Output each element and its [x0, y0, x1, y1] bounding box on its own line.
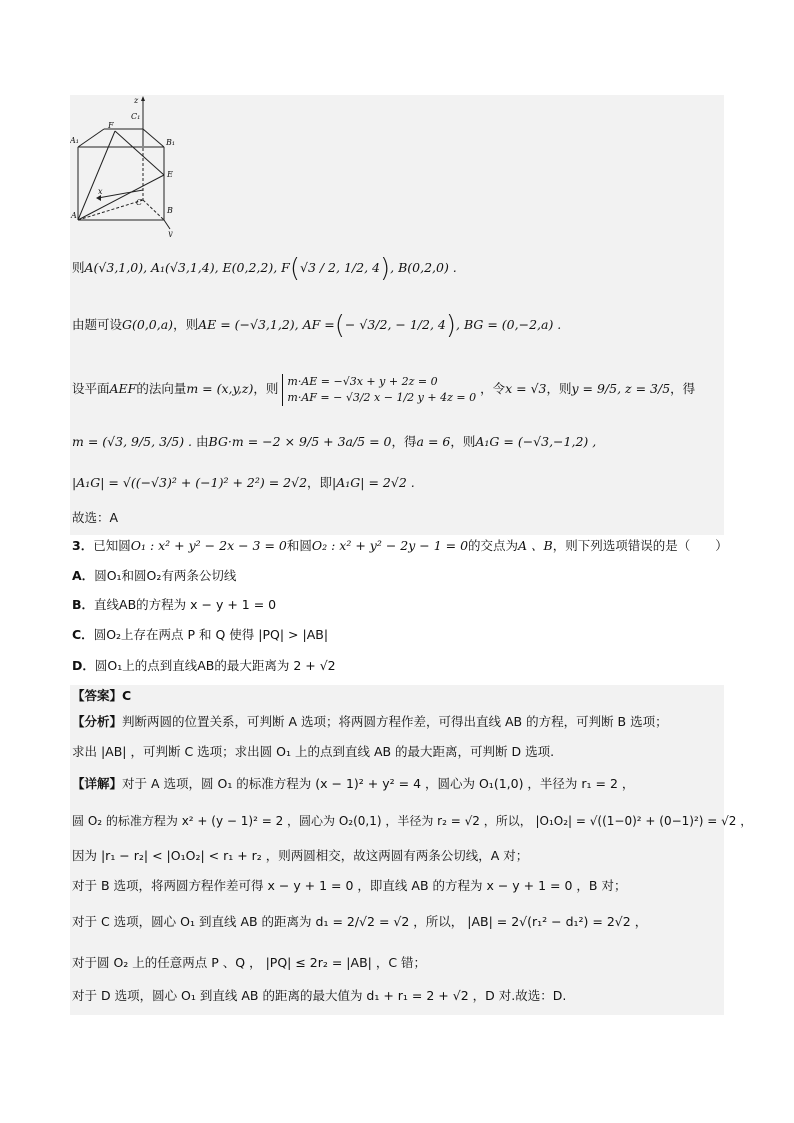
- normal-line: [72, 372, 695, 406]
- detail-line-7: 对于 D 选项，圆心 O₁ 到直线 AB 的距离的最大值为 d₁ + r₁ = 2 + √2 ，D 对.故选：D.: [72, 988, 567, 1003]
- points-ab: A 、B: [518, 538, 553, 553]
- m-result-line: [72, 432, 596, 452]
- circle-o1-eq: O₁ : x² + y² − 2x − 3 = 0: [130, 538, 287, 553]
- detail-tag: 【详解】: [72, 776, 123, 791]
- detail-line-1: 【详解】对于 A 选项，圆 O₁ 的标准方程为 (x − 1)² + y² = 4 ，圆心为 O₁(1,0) ，半径为 r₁ = 2 ，: [72, 776, 635, 791]
- prism-figure: [70, 95, 180, 237]
- coords-a: A(√3,1,0), A₁(√3,1,4), E(0,2,2), F: [84, 260, 290, 275]
- analysis-line-1: 【分析】判断两圆的位置关系，可判断 A 选项；将两圆方程作差，可得出直线 AB 的方程，可判断 B 选项；: [72, 714, 668, 729]
- length-line: [72, 473, 415, 493]
- vector-af-inner: − √3/2, − 1/2, 4: [344, 317, 446, 332]
- vector-ae: AE = (−√3,1,2),: [198, 317, 299, 332]
- length-result: |A₁G| = 2√2 .: [332, 475, 415, 490]
- normal-vec: m = (x,y,z): [186, 381, 254, 396]
- let-pre: ，令: [480, 381, 506, 396]
- detail-line-6: 对于圆 O₂ 上的任意两点 P 、Q ， |PQ| ≤ 2r₂ = |AB| ，C 错；: [72, 955, 427, 970]
- equation-system: [282, 374, 476, 406]
- fig-label-x: x: [98, 187, 103, 196]
- bg-dot: BG·m = −2 × 9/5 + 3a/5 = 0: [208, 434, 392, 449]
- vector-af-pre: AF =: [302, 317, 335, 332]
- equation-2: m·AF = − √3/2 x − 1/2 y + 4z = 0: [287, 390, 477, 404]
- option-d: D．圆O₁上的点到直线AB的最大距离为 2 + √2: [72, 658, 336, 673]
- a1g-pre: ，则: [450, 434, 476, 449]
- coords-f-inner: √3 / 2, 1/2, 4: [299, 260, 380, 275]
- circle-o2-eq: O₂ : x² + y² − 2y − 1 = 0: [311, 538, 469, 553]
- detail-line-2: 圆 O₂ 的标准方程为 x² + (y − 1)² = 2 ，圆心为 O₂(0,1) ，半径为 r₂ = √2 ，所以， |O₁O₂| = √((1−0)² + (0−1)²) = √2 ，: [72, 814, 753, 828]
- let-x: x = √3: [505, 381, 547, 396]
- let-y: y = 9/5, z = 3/5: [571, 381, 671, 396]
- choose-a: 故选：A: [72, 510, 119, 525]
- length-expr: |A₁G| = √((−√3)² + (−1)² + 2²) = 2√2: [72, 475, 308, 490]
- length-mid: ，即: [307, 475, 333, 490]
- fig-label-y: y: [168, 229, 173, 237]
- fig-label-a1: A₁: [70, 136, 79, 145]
- a-val: a = 6: [416, 434, 451, 449]
- fig-label-e: E: [167, 170, 173, 179]
- normal-plane: AEF: [109, 381, 137, 396]
- answer-tag: 【答案】C: [72, 688, 132, 703]
- fig-label-c1: C₁: [131, 112, 141, 121]
- option-c: C．圆O₂上存在两点 P 和 Q 使得 |PQ| > |AB|: [72, 627, 329, 642]
- fig-label-z: z: [134, 96, 139, 105]
- coords-intro: 则: [72, 260, 85, 275]
- normal-pre: 设平面: [72, 381, 110, 396]
- question-number: 3．: [72, 538, 94, 553]
- option-a: A．圆O₁和圆O₂有两条公切线: [72, 568, 237, 583]
- let-end: ，得: [670, 381, 696, 396]
- fig-label-f: F: [108, 121, 114, 130]
- option-b: B．直线AB的方程为 x − y + 1 = 0: [72, 597, 277, 612]
- question-3: 3．已知圆O₁ : x² + y² − 2x − 3 = 0和圆O₂ : x² + y² − 2y − 1 = 0的交点为A 、B，则下列选项错误的是（ ）: [72, 538, 728, 553]
- detail-line-3: 因为 |r₁ − r₂| < |O₁O₂| < r₁ + r₂ ，则两圆相交，故这两圆有两条公切线，A 对；: [72, 848, 529, 863]
- fig-label-a: A: [71, 211, 77, 220]
- vector-bg: , BG = (0,−2,a) .: [456, 317, 562, 332]
- normal-mid: 的法向量: [136, 381, 187, 396]
- fig-label-c: C: [136, 198, 143, 207]
- equation-1: m·AE = −√3x + y + 2z = 0: [287, 374, 438, 388]
- set-g-line: 由题可设G(0,0,a)，则AE = (−√3,1,2), AF =(− √3/2, − 1/2, 4), BG = (0,−2,a) .: [72, 310, 562, 341]
- normal-then: ，则: [253, 381, 279, 396]
- set-g: G(0,0,a): [122, 317, 174, 332]
- fig-label-b1: B₁: [166, 138, 176, 147]
- m-result: m = (√3, 9/5, 3/5) .: [72, 434, 193, 449]
- analysis-tag: 【分析】: [72, 714, 123, 729]
- bg-dot-pre: 由: [196, 434, 209, 449]
- set-g-mid: ，则: [173, 317, 199, 332]
- detail-line-4: 对于 B 选项，将两圆方程作差可得 x − y + 1 = 0 ，即直线 AB 的方程为 x − y + 1 = 0 ，B 对；: [72, 878, 627, 893]
- detail-line-5: 对于 C 选项，圆心 O₁ 到直线 AB 的距离为 d₁ = 2/√2 = √2 ，所以， |AB| = 2√(r₁² − d₁²) = 2√2 ，: [72, 914, 648, 929]
- fig-label-b: B: [167, 206, 173, 215]
- a-pre: ，得: [391, 434, 417, 449]
- let-mid: ，则: [546, 381, 572, 396]
- analysis-line-2: 求出 |AB| ，可判断 C 选项；求出圆 O₁ 上的点到直线 AB 的最大距离，可判断 D 选项.: [72, 744, 555, 759]
- a1g: A₁G = (−√3,−1,2) ,: [475, 434, 597, 449]
- coords-line: 则A(√3,1,0), A₁(√3,1,4), E(0,2,2), F(√3 / 2, 1/2, 4), B(0,2,0) .: [72, 253, 457, 284]
- set-g-pre: 由题可设: [72, 317, 123, 332]
- coords-b: , B(0,2,0) .: [390, 260, 457, 275]
